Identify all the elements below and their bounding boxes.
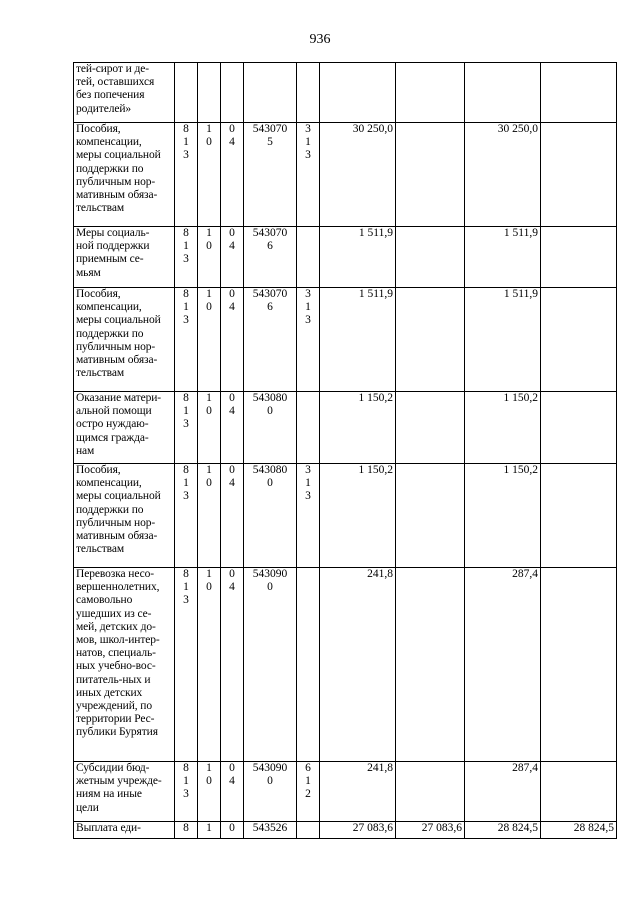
section-code-cell	[198, 822, 221, 839]
target-code-cell-line: 543070	[252, 288, 288, 300]
ministry-code-cell	[175, 464, 198, 568]
target-code-cell	[244, 568, 297, 762]
ministry-code-cell-line: 1	[183, 301, 189, 314]
table-row	[74, 227, 617, 288]
row-name-cell-line: мативным обяза-	[76, 354, 158, 367]
ministry-code-cell-line: 8	[183, 123, 189, 135]
target-code-cell-line: 543070	[252, 227, 288, 239]
row-name-cell-line: без попечения	[76, 89, 145, 102]
amount-cell-4: 28 824,5	[541, 822, 617, 839]
row-name-cell-line: альной помощи	[76, 405, 152, 418]
ministry-code-cell	[175, 288, 198, 392]
subsection-code-cell-line: 4	[229, 581, 235, 594]
section-code-cell-line: 0	[206, 581, 212, 594]
row-name-cell-line: приемным се-	[76, 253, 144, 266]
row-name-cell-line: родителей»	[76, 102, 132, 115]
expense-type-cell	[297, 392, 320, 464]
expense-type-cell	[297, 822, 320, 839]
expense-type-cell-line: 2	[305, 788, 311, 801]
target-code-cell	[244, 123, 297, 227]
amount-cell-3: 287,4	[465, 568, 541, 762]
section-code-cell	[198, 392, 221, 464]
row-name-cell-line: поддержки по	[76, 162, 144, 175]
section-code-cell-line: 0	[206, 477, 212, 490]
ministry-code-cell	[175, 63, 198, 123]
target-code-cell-line: 543070	[252, 123, 288, 135]
table-row	[74, 288, 617, 392]
row-name-cell-line: тельствам	[76, 367, 125, 380]
section-code-cell-line: 1	[206, 288, 212, 300]
target-code-cell	[244, 227, 297, 288]
target-code-cell-line: 0	[267, 775, 273, 788]
expense-type-cell-line: 1	[305, 136, 311, 149]
expense-type-cell	[297, 568, 320, 762]
row-name-cell-line: мативным обяза-	[76, 530, 158, 543]
row-name-cell-line: Пособия,	[76, 464, 121, 476]
row-name-cell	[74, 63, 175, 123]
subsection-code-cell	[221, 464, 244, 568]
expense-type-cell	[297, 288, 320, 392]
row-name-cell-line: тельствам	[76, 202, 125, 215]
ministry-code-cell-line: 8	[183, 227, 189, 239]
section-code-cell-line: 0	[206, 240, 212, 253]
amount-cell-2	[396, 123, 465, 227]
section-code-cell-line: 1	[206, 227, 212, 239]
ministry-code-cell-line: 1	[183, 775, 189, 788]
amount-cell-2: 27 083,6	[396, 822, 465, 839]
section-code-cell-line: 1	[206, 568, 212, 580]
section-code-cell-line: 0	[206, 301, 212, 314]
amount-cell-1: 30 250,0	[320, 123, 396, 227]
section-code-cell-line: 1	[206, 464, 212, 476]
ministry-code-cell	[175, 568, 198, 762]
subsection-code-cell-line: 0	[229, 762, 235, 774]
section-code-cell	[198, 123, 221, 227]
expense-type-cell-line: 3	[305, 123, 311, 135]
row-name-cell-line: учреждений, по	[76, 700, 153, 713]
row-name-cell-line: компенсации,	[76, 136, 142, 149]
subsection-code-cell	[221, 762, 244, 822]
row-name-cell-line: Меры социаль-	[76, 227, 150, 239]
ministry-code-cell-line: 8	[183, 762, 189, 774]
subsection-code-cell	[221, 63, 244, 123]
row-name-cell-line: натов, специаль-	[76, 647, 156, 660]
expense-type-cell	[297, 227, 320, 288]
row-name-cell-line: публики Бурятия	[76, 726, 158, 739]
section-code-cell-line: 1	[206, 762, 212, 774]
table-row	[74, 464, 617, 568]
expense-type-cell	[297, 464, 320, 568]
amount-cell-4	[541, 123, 617, 227]
amount-cell-3: 287,4	[465, 762, 541, 822]
subsection-code-cell	[221, 288, 244, 392]
subsection-code-cell	[221, 123, 244, 227]
target-code-cell-line: 0	[267, 581, 273, 594]
amount-cell-3: 28 824,5	[465, 822, 541, 839]
subsection-code-cell-line: 0	[229, 464, 235, 476]
target-code-cell	[244, 464, 297, 568]
ministry-code-cell	[175, 227, 198, 288]
amount-cell-3: 1 150,2	[465, 464, 541, 568]
row-name-cell-line: поддержки по	[76, 503, 144, 516]
amount-cell-4	[541, 762, 617, 822]
ministry-code-cell-line: 3	[183, 418, 189, 431]
target-code-cell	[244, 288, 297, 392]
row-name-cell-line: меры социальной	[76, 490, 161, 503]
amount-cell-1: 1 150,2	[320, 464, 396, 568]
ministry-code-cell-line: 3	[183, 594, 189, 607]
row-name-cell-line: Субсидии бюд-	[76, 762, 150, 774]
expense-type-cell-line: 6	[305, 762, 311, 774]
row-name-cell-line: питатель-ных и	[76, 673, 151, 686]
expense-type-cell-line: 1	[305, 477, 311, 490]
ministry-code-cell-line: 8	[183, 392, 189, 404]
table-row	[74, 568, 617, 762]
subsection-code-cell-line: 4	[229, 136, 235, 149]
section-code-cell	[198, 762, 221, 822]
row-name-cell-line: остро нуждаю-	[76, 418, 149, 431]
subsection-code-cell-line: 0	[229, 227, 235, 239]
row-name-cell-line: ных учебно-вос-	[76, 660, 156, 673]
ministry-code-cell-line: 8	[183, 568, 189, 580]
target-code-cell-line: 543080	[252, 392, 288, 404]
ministry-code-cell-line: 3	[183, 253, 189, 266]
subsection-code-cell	[221, 392, 244, 464]
row-name-cell-line: мьям	[76, 266, 101, 279]
row-name-cell-line: компенсации,	[76, 477, 142, 490]
table-row	[74, 63, 617, 123]
amount-cell-4	[541, 63, 617, 123]
section-code-cell	[198, 63, 221, 123]
row-name-cell-line: тельствам	[76, 543, 125, 556]
target-code-cell	[244, 63, 297, 123]
target-code-cell-line: 0	[267, 477, 273, 490]
subsection-code-cell-line: 0	[229, 392, 235, 404]
expense-type-cell	[297, 63, 320, 123]
row-name-cell	[74, 227, 175, 288]
expense-type-cell-line: 3	[305, 464, 311, 476]
ministry-code-cell-line: 1	[183, 477, 189, 490]
ministry-code-cell	[175, 123, 198, 227]
target-code-cell-line: 543090	[252, 568, 288, 580]
section-code-cell-line: 0	[206, 775, 212, 788]
amount-cell-4	[541, 227, 617, 288]
amount-cell-3: 1 511,9	[465, 288, 541, 392]
subsection-code-cell-line: 0	[229, 288, 235, 300]
subsection-code-cell-line: 4	[229, 301, 235, 314]
section-code-cell-line: 0	[206, 136, 212, 149]
ministry-code-cell	[175, 762, 198, 822]
section-code-cell-line: 0	[206, 405, 212, 418]
budget-table	[73, 62, 617, 839]
ministry-code-cell-line: 1	[183, 405, 189, 418]
ministry-code-cell-line: 1	[183, 581, 189, 594]
amount-cell-1: 241,8	[320, 568, 396, 762]
row-name-cell-line: мативным обяза-	[76, 189, 158, 202]
page-number: 936	[309, 32, 331, 47]
subsection-code-cell-line: 4	[229, 405, 235, 418]
row-name-cell-line: тей-сирот и де-	[76, 63, 149, 75]
row-name-cell-line: иных детских	[76, 686, 143, 699]
row-name-cell-line: мей, детских до-	[76, 620, 156, 633]
ministry-code-cell-line: 8	[183, 288, 189, 300]
row-name-cell-line: Пособия,	[76, 123, 121, 135]
amount-cell-2	[396, 227, 465, 288]
target-code-cell-line: 6	[267, 240, 273, 253]
row-name-cell-line: Оказание матери-	[76, 392, 162, 404]
table-row	[74, 392, 617, 464]
row-name-cell-line: меры социальной	[76, 149, 161, 162]
amount-cell-3: 1 511,9	[465, 227, 541, 288]
row-name-cell-line: ушедших из се-	[76, 607, 152, 620]
amount-cell-2	[396, 63, 465, 123]
row-name-cell	[74, 288, 175, 392]
row-name-cell-line: Выплата еди-	[76, 822, 141, 834]
amount-cell-4	[541, 392, 617, 464]
section-code-cell-line: 1	[206, 392, 212, 404]
row-name-cell	[74, 123, 175, 227]
subsection-code-cell-line: 4	[229, 775, 235, 788]
subsection-code-cell-line: 4	[229, 477, 235, 490]
amount-cell-1: 241,8	[320, 762, 396, 822]
ministry-code-cell-line: 8	[183, 822, 189, 834]
section-code-cell	[198, 568, 221, 762]
ministry-code-cell-line: 3	[183, 314, 189, 327]
section-code-cell-line: 1	[206, 822, 212, 834]
expense-type-cell-line: 1	[305, 775, 311, 788]
subsection-code-cell-line: 0	[229, 822, 235, 834]
ministry-code-cell-line: 3	[183, 149, 189, 162]
ministry-code-cell-line: 8	[183, 464, 189, 476]
amount-cell-2	[396, 392, 465, 464]
expense-type-cell-line: 3	[305, 314, 311, 327]
ministry-code-cell-line: 3	[183, 788, 189, 801]
row-name-cell-line: Пособия,	[76, 288, 121, 300]
row-name-cell-line: нам	[76, 444, 95, 457]
subsection-code-cell	[221, 568, 244, 762]
row-name-cell-line: вершеннолетних,	[76, 581, 160, 594]
amount-cell-2	[396, 464, 465, 568]
section-code-cell	[198, 288, 221, 392]
subsection-code-cell	[221, 822, 244, 839]
target-code-cell-line: 6	[267, 301, 273, 314]
amount-cell-1: 1 511,9	[320, 288, 396, 392]
row-name-cell	[74, 762, 175, 822]
subsection-code-cell-line: 4	[229, 240, 235, 253]
amount-cell-1	[320, 63, 396, 123]
row-name-cell-line: цели	[76, 801, 99, 814]
amount-cell-2	[396, 762, 465, 822]
target-code-cell	[244, 392, 297, 464]
ministry-code-cell-line: 1	[183, 136, 189, 149]
row-name-cell-line: жетным учрежде-	[76, 775, 162, 788]
target-code-cell-line: 0	[267, 405, 273, 418]
expense-type-cell-line: 3	[305, 490, 311, 503]
amount-cell-2	[396, 568, 465, 762]
amount-cell-2	[396, 288, 465, 392]
expense-type-cell	[297, 762, 320, 822]
section-code-cell-line: 1	[206, 123, 212, 135]
target-code-cell	[244, 822, 297, 839]
row-name-cell-line: Перевозка несо-	[76, 568, 155, 580]
subsection-code-cell	[221, 227, 244, 288]
row-name-cell	[74, 568, 175, 762]
amount-cell-1: 1 511,9	[320, 227, 396, 288]
row-name-cell	[74, 392, 175, 464]
target-code-cell-line: 5	[267, 136, 273, 149]
row-name-cell	[74, 464, 175, 568]
table-row	[74, 762, 617, 822]
table-row	[74, 123, 617, 227]
row-name-cell-line: тей, оставшихся	[76, 76, 155, 89]
amount-cell-1: 27 083,6	[320, 822, 396, 839]
section-code-cell	[198, 464, 221, 568]
row-name-cell-line: меры социальной	[76, 314, 161, 327]
amount-cell-1: 1 150,2	[320, 392, 396, 464]
row-name-cell	[74, 822, 175, 839]
ministry-code-cell-line: 3	[183, 490, 189, 503]
target-code-cell-line: 543080	[252, 464, 288, 476]
expense-type-cell	[297, 123, 320, 227]
amount-cell-3: 1 150,2	[465, 392, 541, 464]
row-name-cell-line: ниям на иные	[76, 788, 142, 801]
amount-cell-4	[541, 568, 617, 762]
row-name-cell-line: компенсации,	[76, 301, 142, 314]
row-name-cell-line: публичным нор-	[76, 175, 156, 188]
amount-cell-4	[541, 464, 617, 568]
amount-cell-3: 30 250,0	[465, 123, 541, 227]
amount-cell-4	[541, 288, 617, 392]
row-name-cell-line: поддержки по	[76, 327, 144, 340]
row-name-cell-line: щимся гражда-	[76, 431, 149, 444]
ministry-code-cell	[175, 392, 198, 464]
section-code-cell	[198, 227, 221, 288]
budget-table-body	[74, 63, 617, 839]
subsection-code-cell-line: 0	[229, 123, 235, 135]
subsection-code-cell-line: 0	[229, 568, 235, 580]
row-name-cell-line: ной поддержки	[76, 240, 150, 253]
row-name-cell-line: самовольно	[76, 594, 133, 607]
expense-type-cell-line: 1	[305, 301, 311, 314]
target-code-cell-line: 543090	[252, 762, 288, 774]
row-name-cell-line: публичным нор-	[76, 340, 156, 353]
row-name-cell-line: мов, школ-интер-	[76, 634, 160, 647]
table-row	[74, 822, 617, 839]
row-name-cell-line: публичным нор-	[76, 516, 156, 529]
expense-type-cell-line: 3	[305, 149, 311, 162]
expense-type-cell-line: 3	[305, 288, 311, 300]
amount-cell-3	[465, 63, 541, 123]
ministry-code-cell	[175, 822, 198, 839]
ministry-code-cell-line: 1	[183, 240, 189, 253]
row-name-cell-line: территории Рес-	[76, 713, 155, 726]
target-code-cell-line: 543526	[252, 822, 288, 834]
target-code-cell	[244, 762, 297, 822]
